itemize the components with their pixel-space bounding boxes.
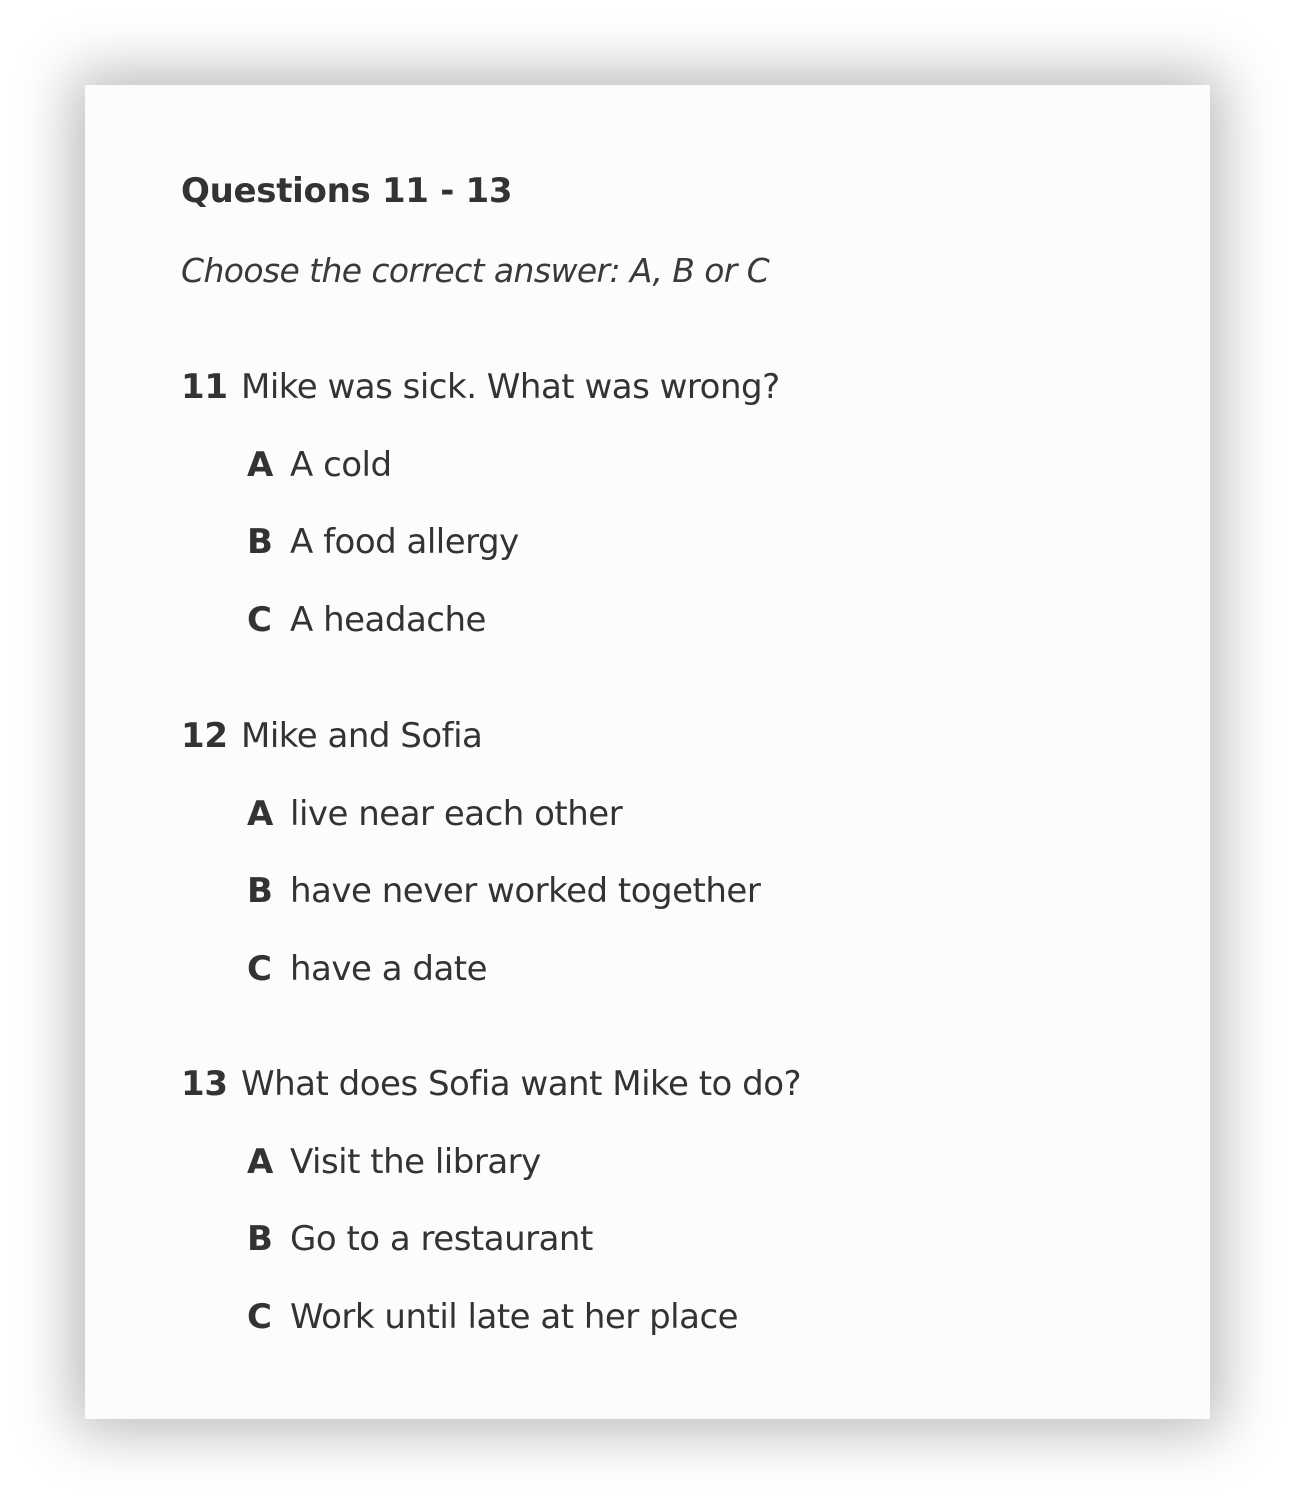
question-card (85, 85, 1210, 1419)
question-number: 12 (181, 716, 228, 756)
question-number: 13 (181, 1064, 228, 1104)
option-text: have a date (290, 949, 488, 989)
question-11 (181, 367, 1181, 640)
option-letter: C (247, 1297, 272, 1337)
option-text: Go to a restaurant (290, 1219, 593, 1259)
question-text: Mike was sick. What was wrong? (241, 367, 780, 407)
question-text: Mike and Sofia (241, 716, 483, 756)
option-letter: B (247, 871, 273, 911)
option-letter: A (247, 445, 274, 485)
question-number: 11 (181, 367, 228, 407)
question-text: What does Sofia want Mike to do? (241, 1064, 802, 1104)
option-letter: B (247, 522, 273, 562)
option-letter: A (247, 794, 274, 834)
option-text: live near each other (290, 794, 623, 834)
option-text: Work until late at her place (290, 1297, 739, 1337)
option-letter: C (247, 600, 272, 640)
option-text: A cold (290, 445, 392, 485)
question-13 (181, 1064, 1181, 1337)
option-letter: C (247, 949, 272, 989)
questions-heading: Questions 11 - 13 (181, 171, 513, 211)
question-12 (181, 716, 1181, 989)
option-text: have never worked together (290, 871, 761, 911)
option-text: A headache (290, 600, 486, 640)
instruction-text: Choose the correct answer: A, B or C (181, 251, 770, 290)
option-letter: B (247, 1219, 273, 1259)
option-letter: A (247, 1142, 274, 1182)
question-line (181, 1064, 1181, 1114)
option-text: A food allergy (290, 522, 519, 562)
question-line (181, 716, 1181, 766)
question-line (181, 367, 1181, 417)
option-text: Visit the library (290, 1142, 541, 1182)
